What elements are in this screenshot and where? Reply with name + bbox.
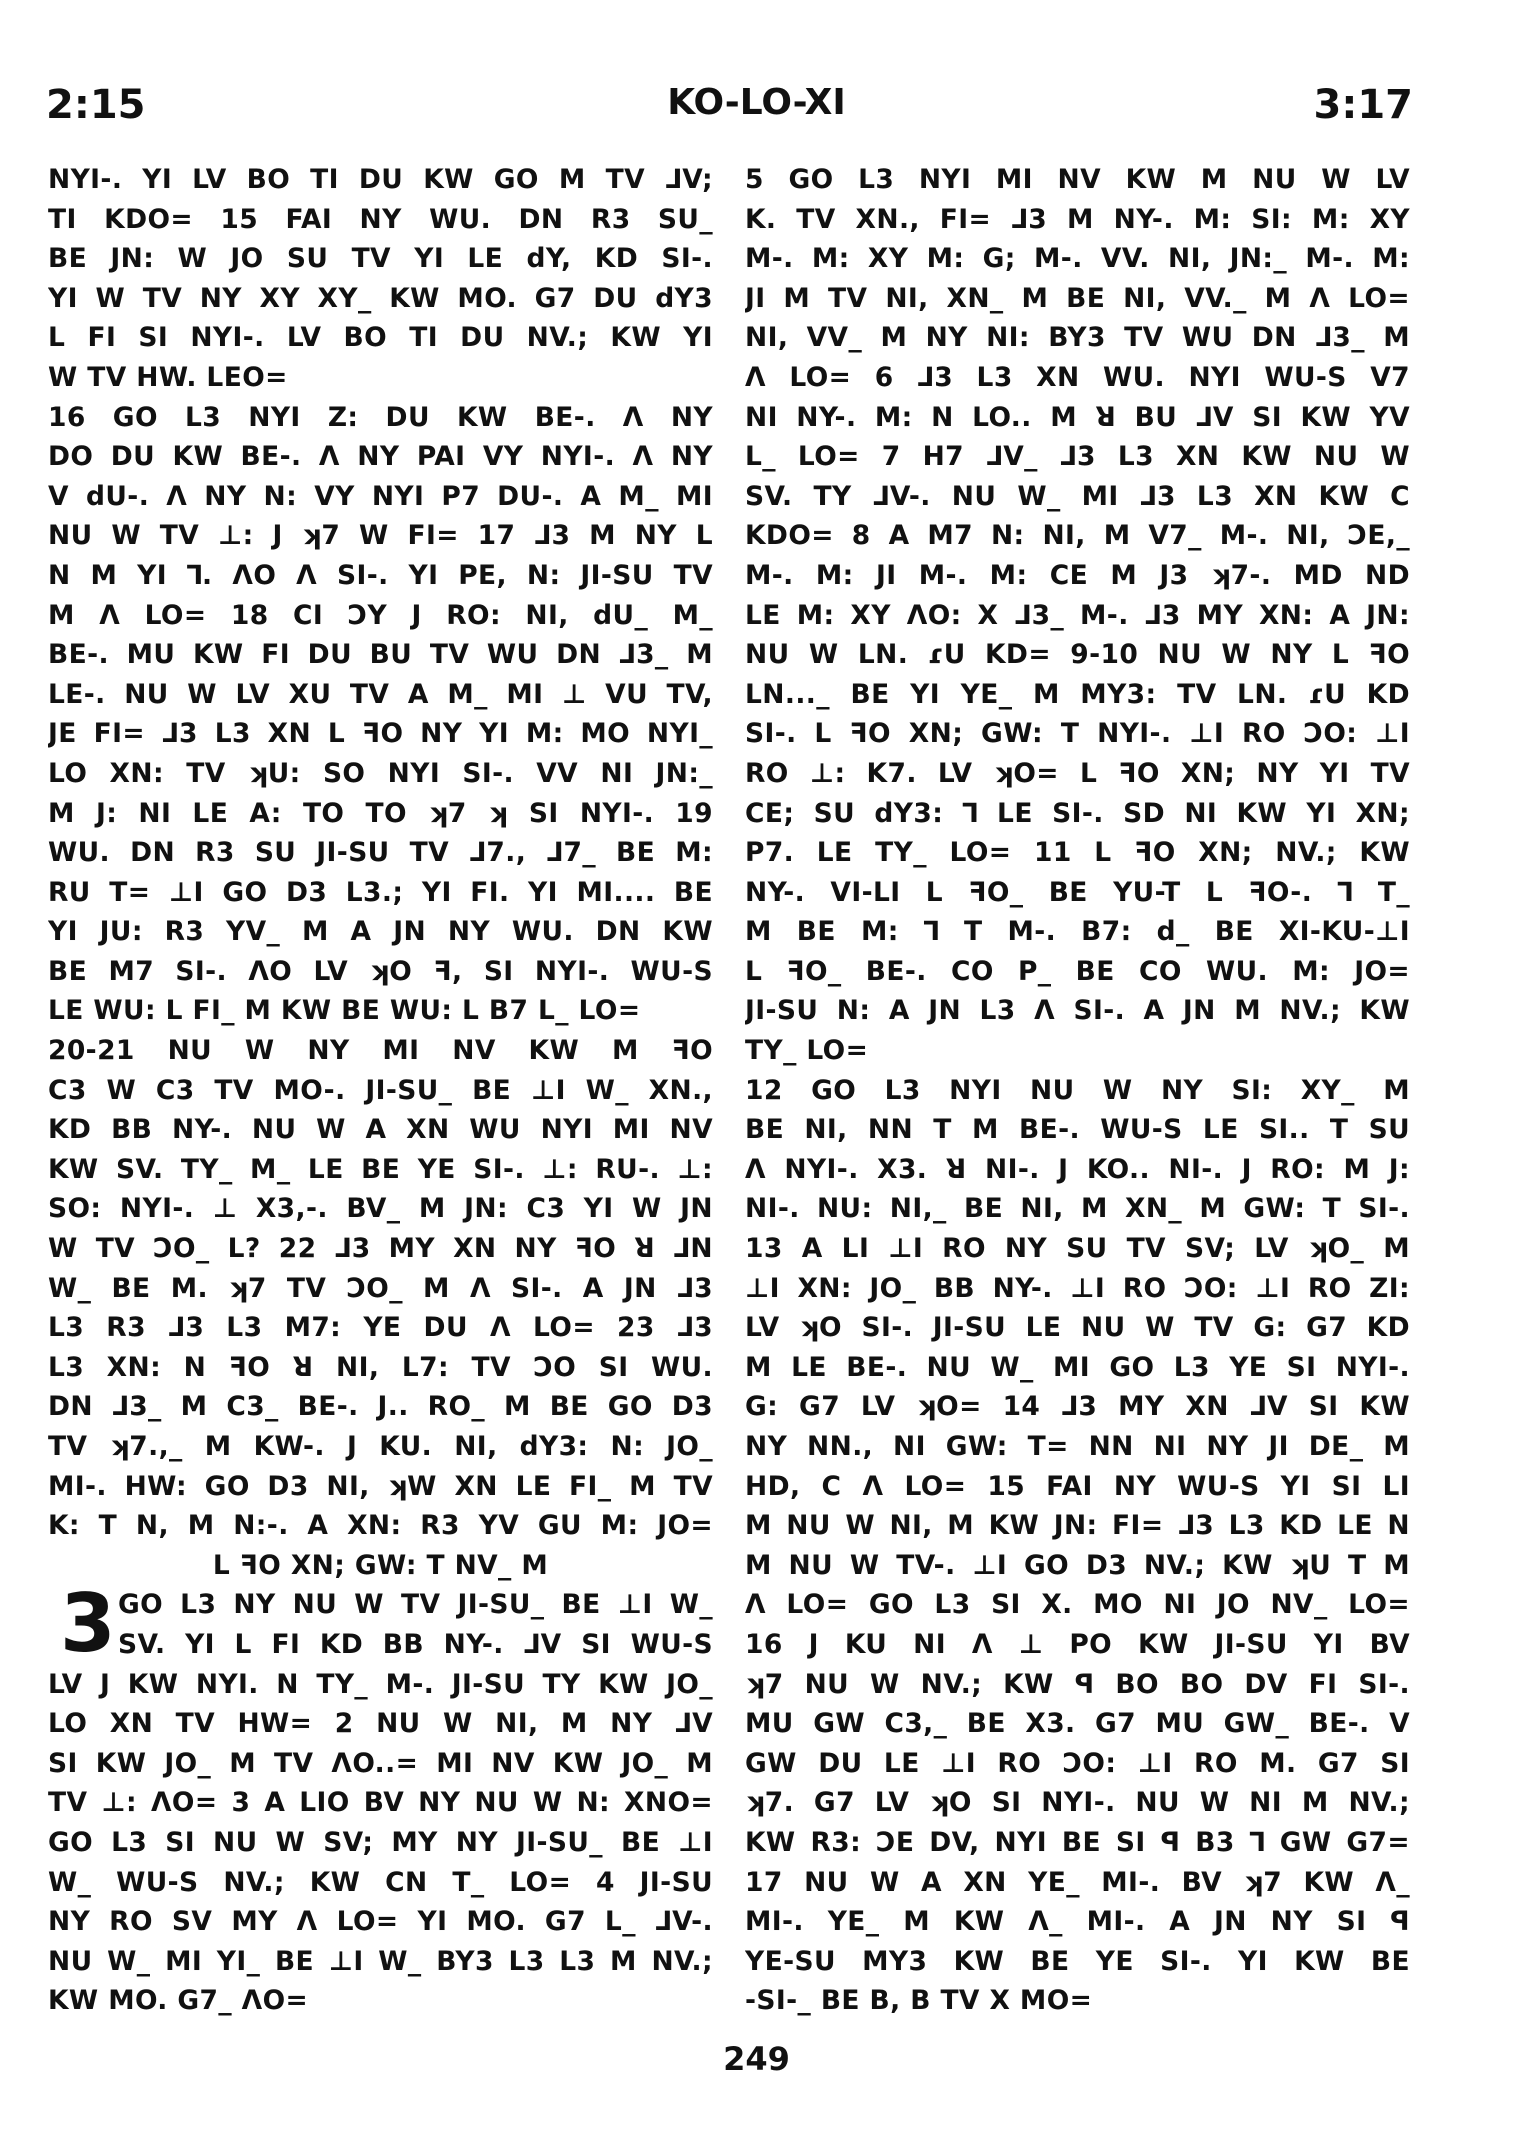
text-line: LE M: XY ΛO: X ⅃3_ M-. ⅃3 MY XN: A JN: [745, 599, 1410, 631]
text-line: SO: NYI-. ⊥ X3,-. BV_ M JN: C3 YI W JN [48, 1193, 713, 1225]
text-line: MU GW C3,_ BE X3. G7 MU GW_ BE-. V [745, 1708, 1410, 1740]
text-line: -SI-_ BE B, B TV X MO= [745, 1985, 1093, 2017]
text-line: 20-21 NU W NY MI NV KW M ꟻO [48, 1035, 713, 1067]
right-text-column [745, 160, 1410, 2021]
text-line: KW R3: ƆE DV, NYI BE SI ꟼ B3 ⅂ GW G7= [745, 1826, 1410, 1858]
text-line: K. TV XN., FI= ⅃3 M NY-. M: SI: M: XY [745, 203, 1410, 235]
text-line: 16 J KU NI Λ ⊥ PO KW JI-SU YI BV [745, 1628, 1410, 1660]
right-column-lines [745, 160, 1410, 2021]
text-line: GW DU LE ⊥I RO ƆO: ⊥I RO M. G7 SI [745, 1747, 1410, 1779]
header-book-title: KO-LO-XI [667, 82, 846, 123]
text-line: NI, VV_ M NY NI: BY3 TV WU DN ⅃3_ M [745, 322, 1410, 354]
text-line: Λ LO= 6 ⅃3 L3 XN WU. NYI WU-S V7 [745, 361, 1410, 393]
text-line: L ꟻO_ BE-. CO P_ BE CO WU. M: JO= [745, 955, 1410, 987]
text-line: M BE M: ⅂ T M-. B7: d_ BE XI-KU-⊥I [745, 916, 1410, 948]
section-heading: L ꟻO XN; GW: T NV_ M [212, 1549, 549, 1581]
text-line: N M YI ⅂. ΛO Λ SI-. YI PE, N: JI-SU TV [48, 559, 713, 591]
text-line: C3 W C3 TV MO-. JI-SU_ BE ⊥I W_ XN., [48, 1074, 713, 1106]
text-line: JE FI= ⅃3 L3 XN L ꟻO NY YI M: MO NYI_ [48, 718, 713, 750]
text-line: SI-. L ꟻO XN; GW: T NYI-. ⊥I RO ƆO: ⊥I [745, 718, 1410, 750]
page-number: 249 [723, 2040, 790, 2078]
text-line: DN ⅃3_ M C3_ BE-. J.. RO_ M BE GO D3 [48, 1391, 713, 1423]
text-line: YI W TV NY XY XY_ KW MO. G7 DU dY3 [48, 282, 713, 314]
text-line: GO L3 NY NU W TV JI-SU_ BE ⊥I W_ [118, 1589, 713, 1621]
text-line: BE M7 SI-. ΛO LV ʞO ꟻ, SI NYI-. WU-S [48, 955, 713, 987]
text-line: HD, C Λ LO= 15 FAI NY WU-S YI SI LI [745, 1470, 1410, 1502]
text-line: W_ BE M. ʞ7 TV ƆO_ M Λ SI-. A JN ⅃3 [48, 1272, 713, 1304]
text-line: M J: NI LE A: TO TO ʞ7 ʞ SI NYI-. 19 [48, 797, 713, 829]
text-line: M NU W TV-. ⊥I GO D3 NV.; KW ʞU T M [745, 1549, 1410, 1581]
text-line: M-. M: XY M: G; M-. VV. NI, JN:_ M-. M: [745, 243, 1410, 275]
text-line: L_ LO= 7 H7 ⅃V_ ⅃3 L3 XN KW NU W [745, 441, 1410, 473]
text-line: LE WU: L FI_ M KW BE WU: L B7 L_ LO= [48, 995, 641, 1027]
text-line: P7. LE TY_ LO= 11 L ꟻO XN; NV.; KW [745, 837, 1410, 869]
text-line: BE-. MU KW FI DU BU TV WU DN ⅃3_ M [48, 639, 713, 671]
text-line: MI-. YE_ M KW Λ_ MI-. A JN NY SI ꟼ [745, 1906, 1410, 1938]
text-line: 17 NU W A XN YE_ MI-. BV ʞ7 KW Λ_ [745, 1866, 1410, 1898]
text-line: M NU W NI, M KW JN: FI= ⅃3 L3 KD LE N [745, 1510, 1410, 1542]
text-line: GO L3 SI NU W SV; MY NY JI-SU_ BE ⊥I [48, 1826, 713, 1858]
text-line: NU W LN. ɾU KD= 9-10 NU W NY L ꟻO [745, 639, 1410, 671]
text-line: JI M TV NI, XN_ M BE NI, VV._ M Λ LO= [745, 282, 1410, 314]
text-line: RO ⊥: K7. LV ʞO= L ꟻO XN; NY YI TV [745, 757, 1410, 789]
text-line: 13 A LI ⊥I RO NY SU TV SV; LV ʞO_ M [745, 1233, 1410, 1265]
text-line: TV ʞ7.,_ M KW-. J KU. NI, dY3: N: JO_ [48, 1431, 713, 1462]
text-line: YE-SU MY3 KW BE YE SI-. YI KW BE [745, 1945, 1410, 1977]
text-line: Λ LO= GO L3 SI X. MO NI JO NV_ LO= [745, 1589, 1410, 1621]
text-line: DO DU KW BE-. Λ NY PAI VY NYI-. Λ NY [48, 441, 713, 473]
text-line: KDO= 8 A M7 N: NI, M V7_ M-. NI, ƆE,_ [745, 520, 1410, 552]
text-line: 5 GO L3 NYI MI NV KW M NU W LV [745, 164, 1410, 195]
left-column-lines [48, 160, 713, 1546]
text-line: 12 GO L3 NYI NU W NY SI: XY_ M [745, 1074, 1410, 1106]
text-line: NU W_ MI YI_ BE ⊥I W_ BY3 L3 L3 M NV.; [48, 1945, 713, 1977]
text-line: KW MO. G7_ ΛO= [48, 1985, 309, 2017]
text-line: ʞ7 NU W NV.; KW ꟼ BO BO DV FI SI-. [745, 1668, 1410, 1700]
text-line: NYI-. YI LV BO TI DU KW GO M TV ⅃V; [48, 164, 713, 195]
text-line: KD BB NY-. NU W A XN WU NYI MI NV [48, 1114, 713, 1146]
text-line: MI-. HW: GO D3 NI, ʞW XN LE FI_ M TV [48, 1470, 713, 1502]
text-line: YI JU: R3 YV_ M A JN NY WU. DN KW [48, 916, 713, 948]
text-line: SV. YI L FI KD BB NY-. ⅃V SI WU-S [118, 1628, 713, 1660]
chapter-3-lines [48, 1665, 713, 2021]
text-line: NY-. VI-LI L ꟻO_ BE YU-T L ꟻO-. ⅂ T_ [745, 876, 1410, 908]
text-line: CE; SU dY3: ⅂ LE SI-. SD NI KW YI XN; [745, 797, 1410, 829]
text-line: LE-. NU W LV XU TV A M_ MI ⊥ VU TV, [48, 678, 713, 710]
text-line: RU T= ⊥I GO D3 L3.; YI FI. YI MI.... BE [48, 876, 713, 908]
text-line: NU W TV ⊥: J ʞ7 W FI= 17 ⅃3 M NY L [48, 520, 713, 552]
text-line: NI NY-. M: N LO.. M ꓤ BU ⅃V SI KW YV [745, 401, 1410, 433]
left-text-column [48, 160, 713, 2021]
text-line: W TV HW. LEO= [48, 361, 288, 393]
text-line: G: G7 LV ʞO= 14 ⅃3 MY XN ⅃V SI KW [745, 1391, 1410, 1423]
chapter-dropcap: 3 [60, 1577, 116, 1671]
text-line: K: T N, M N:-. A XN: R3 YV GU M: JO= [48, 1510, 713, 1542]
text-line: LO XN TV HW= 2 NU W NI, M NY ⅃V [48, 1708, 713, 1740]
header-right-reference: 3:17 [1313, 82, 1413, 128]
text-line: ʞ7. G7 LV ʞO SI NYI-. NU W NI M NV.; [745, 1787, 1410, 1819]
text-line: SV. TY ⅃V-. NU W_ MI ⅃3 L3 XN KW C [745, 480, 1410, 512]
text-line: LV ʞO SI-. JI-SU LE NU W TV G: G7 KD [745, 1312, 1410, 1344]
text-line: LO XN: TV ʞU: SO NYI SI-. VV NI JN:_ [48, 757, 713, 789]
text-line: L3 XN: N ꟻO ꓤ NI, L7: TV ƆO SI WU. [48, 1351, 713, 1383]
text-line: W_ WU-S NV.; KW CN T_ LO= 4 JI-SU [48, 1866, 713, 1898]
text-line: 16 GO L3 NYI Z: DU KW BE-. Λ NY [48, 401, 713, 433]
text-line: NI-. NU: NI,_ BE NI, M XN_ M GW: T SI-. [745, 1193, 1410, 1225]
page-header [0, 82, 1513, 142]
text-line: Λ NYI-. X3. ꓤ NI-. J KO.. NI-. J RO: M J: [745, 1153, 1410, 1185]
text-line: LV J KW NYI. N TY_ M-. JI-SU TY KW JO_ [48, 1668, 713, 1700]
text-line: WU. DN R3 SU JI-SU TV ⅃7., ⅃7_ BE M: [48, 837, 713, 869]
text-line: TY_ LO= [745, 1035, 869, 1067]
text-line: KW SV. TY_ M_ LE BE YE SI-. ⊥: RU-. ⊥: [48, 1153, 713, 1185]
text-line: ⊥I XN: JO_ BB NY-. ⊥I RO ƆO: ⊥I RO ZI: [745, 1272, 1410, 1304]
text-line: M Λ LO= 18 CI ƆY J RO: NI, dU_ M_ [48, 599, 713, 631]
text-line: SI KW JO_ M TV ΛO..= MI NV KW JO_ M [48, 1747, 713, 1779]
text-line: L FI SI NYI-. LV BO TI DU NV.; KW YI [48, 322, 713, 354]
text-line: TI KDO= 15 FAI NY WU. DN R3 SU_ [48, 203, 713, 235]
text-line: W TV ƆO_ L? 22 ⅃3 MY XN NY ꟻO ꓤ ⅃N [48, 1233, 713, 1265]
text-line: M-. M: JI M-. M: CE M J3 ʞ7-. MD ND [745, 559, 1410, 591]
chapter-3-opening [48, 1577, 713, 1671]
text-line: LN..._ BE YI YE_ M MY3: TV LN. ɾU KD [745, 678, 1410, 710]
text-line: NY RO SV MY Λ LO= YI MO. G7 L_ ⅃V-. [48, 1906, 713, 1938]
text-line: NY NN., NI GW: T= NN NI NY JI DE_ M [745, 1431, 1410, 1462]
header-left-reference: 2:15 [46, 82, 146, 128]
text-line: BE NI, NN T M BE-. WU-S LE SI.. T SU [745, 1114, 1410, 1146]
text-line: BE JN: W JO SU TV YI LE dY, KD SI-. [48, 243, 713, 275]
text-line: V dU-. Λ NY N: VY NYI P7 DU-. A M_ MI [48, 480, 713, 512]
text-line: JI-SU N: A JN L3 Λ SI-. A JN M NV.; KW [745, 995, 1410, 1027]
text-line: L3 R3 ⅃3 L3 M7: YE DU Λ LO= 23 ⅃3 [48, 1312, 713, 1344]
chapter-3-beside-lines [48, 1577, 713, 1671]
text-line: TV ⊥: ΛO= 3 A LIO BV NY NU W N: XNO= [48, 1787, 713, 1819]
text-line: M LE BE-. NU W_ MI GO L3 YE SI NYI-. [745, 1351, 1410, 1383]
